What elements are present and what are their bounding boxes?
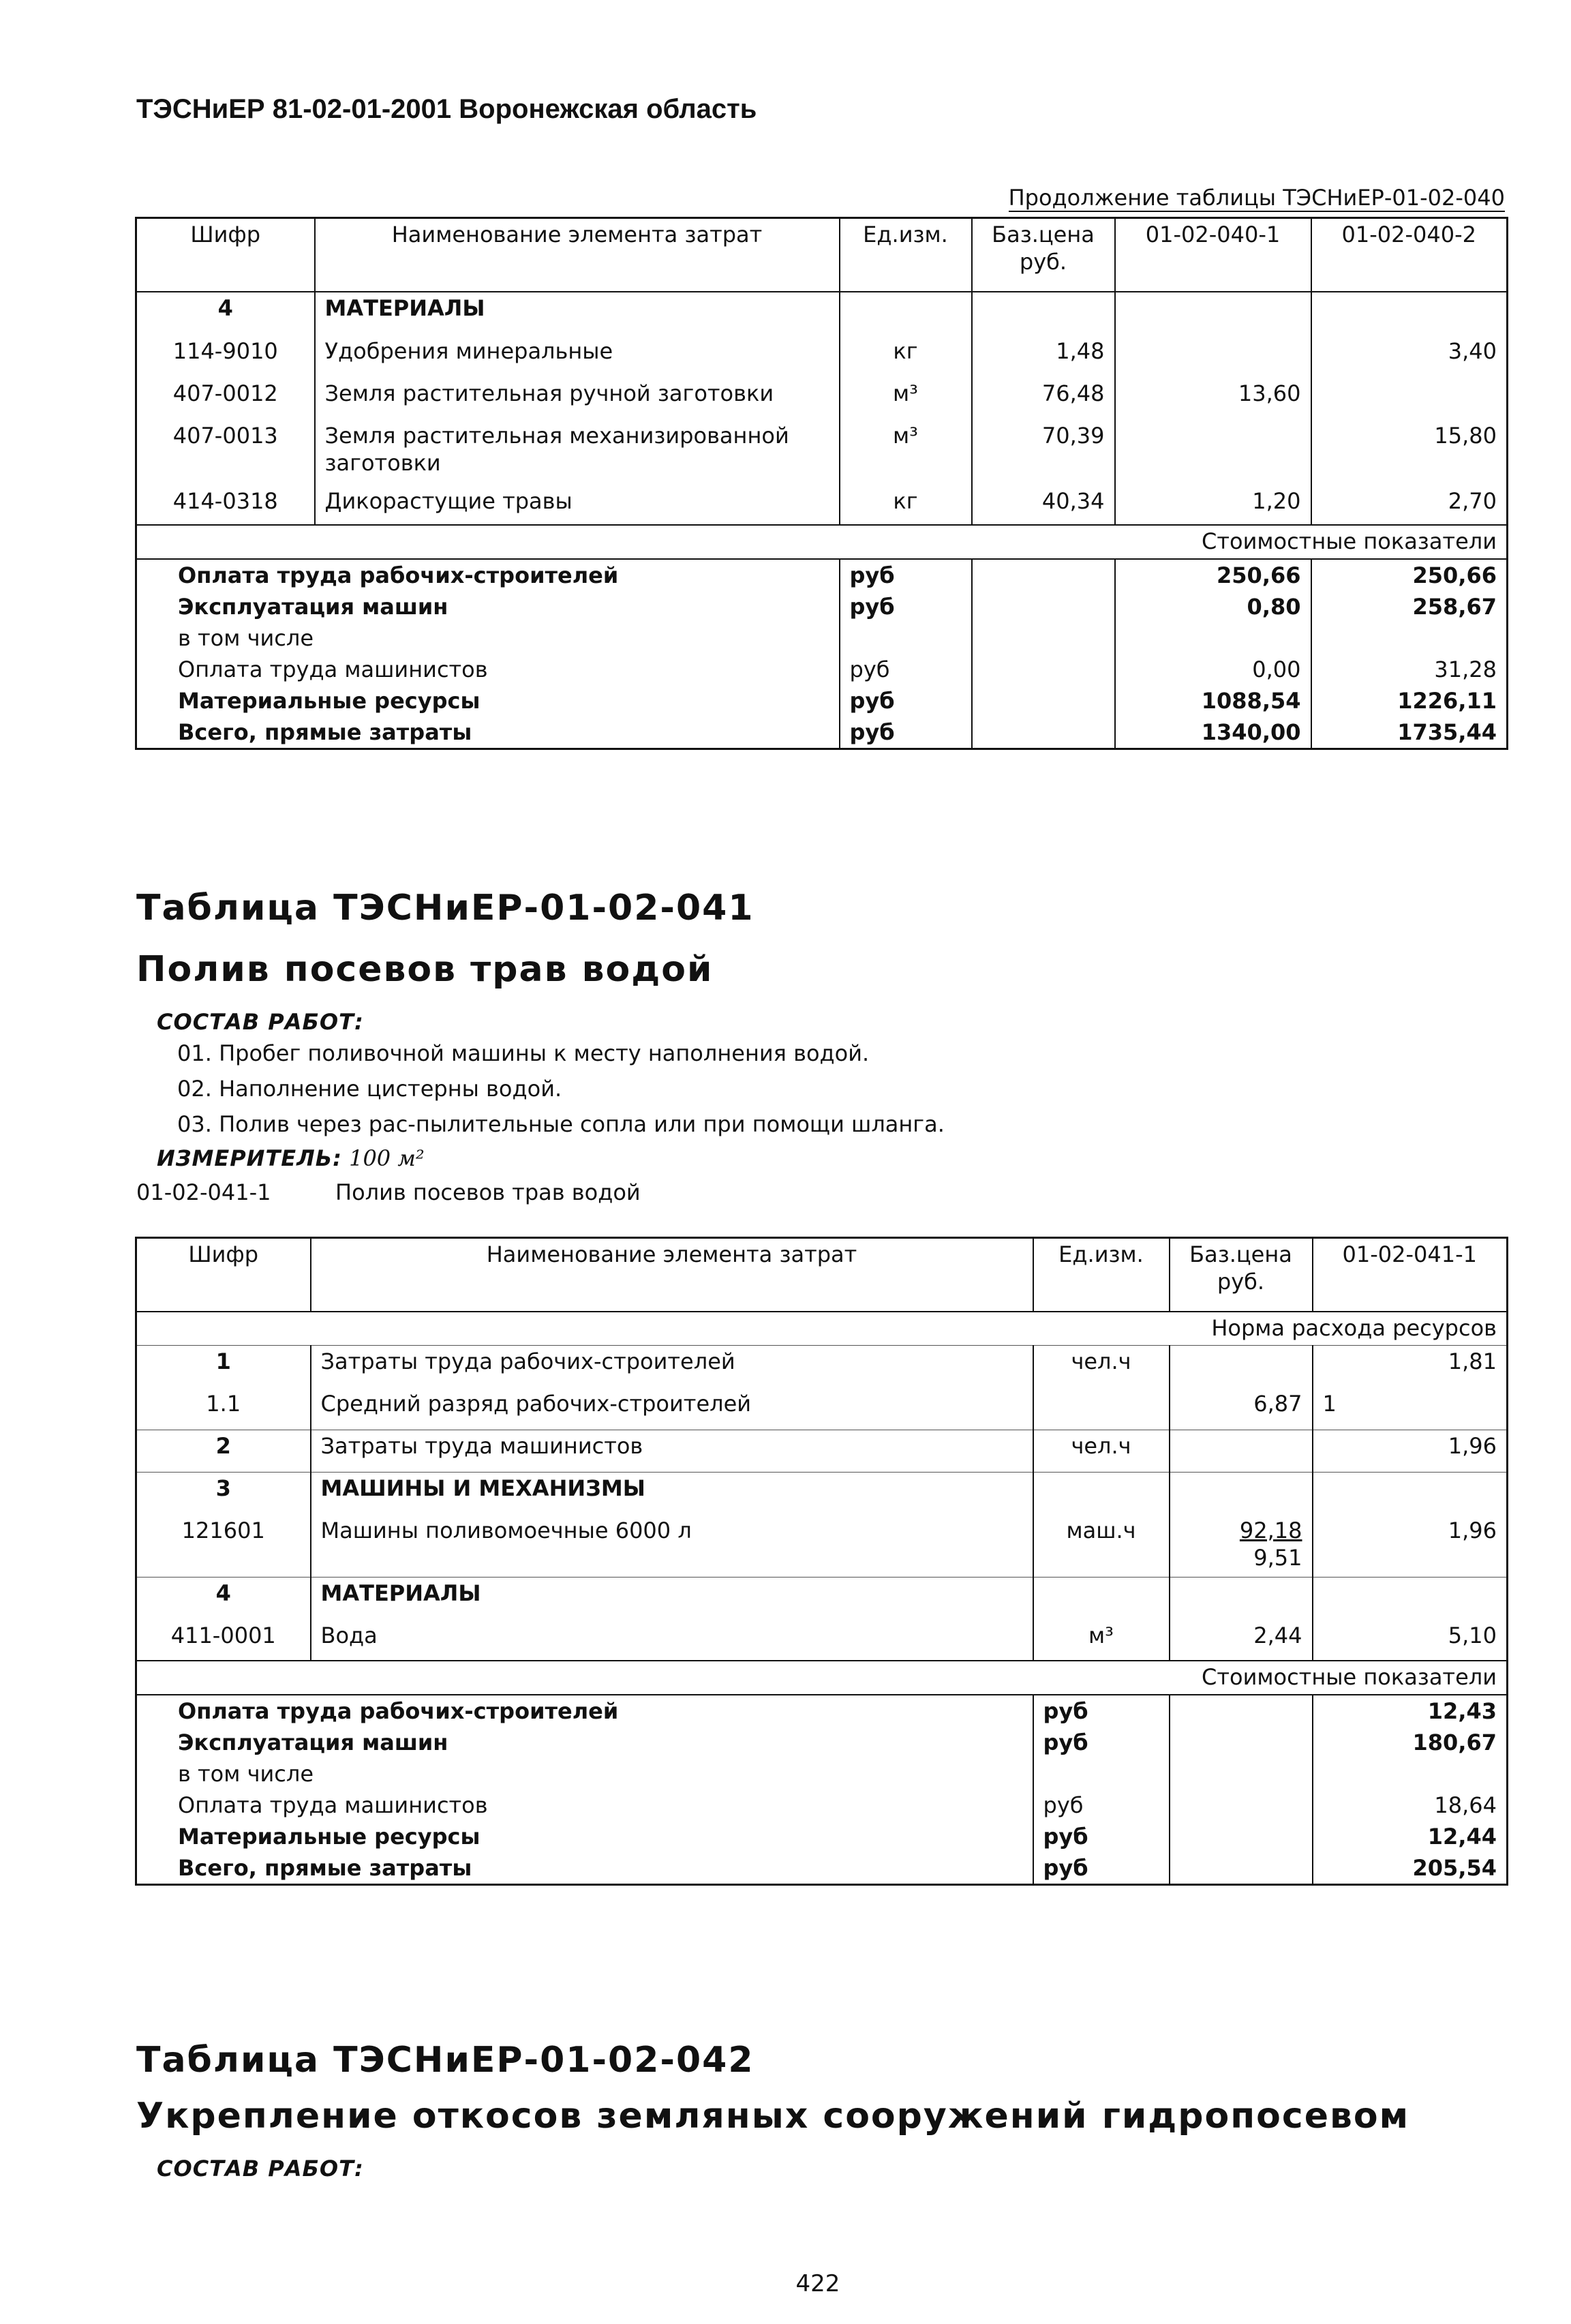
table-01-02-040 — [135, 217, 1508, 750]
table-row: 414-0318 Дикорастущие травы кг 40,34 1,20 2,70 — [136, 485, 1508, 525]
table-title-041: Таблица ТЭСНиЕР-01-02-041 — [136, 888, 754, 929]
col-header-rate-1: 01-02-040-1 — [1115, 218, 1311, 292]
cost-row: Оплата труда машинистов руб 0,00 31,28 — [136, 654, 1508, 685]
section-title: МАШИНЫ И МЕХАНИЗМЫ — [311, 1473, 1033, 1515]
machine-price: 92,18 — [1239, 1517, 1302, 1543]
cost-row: Эксплуатация машин руб 180,67 — [136, 1727, 1508, 1758]
work-item: 03. Полив через рас-пылительные сопла или при помощи шланга. — [177, 1111, 945, 1137]
section-number: 3 — [136, 1473, 311, 1515]
cost-indicators-label: Стоимостные показатели — [136, 525, 1508, 559]
col-header-unit: Ед.изм. — [840, 218, 972, 292]
page-number: 422 — [795, 2270, 840, 2297]
section-title: МАТЕРИАЛЫ — [311, 1578, 1033, 1620]
table-row: 411-0001 Вода м³ 2,44 5,10 — [136, 1620, 1508, 1661]
page-header: ТЭСНиЕР 81-02-01-2001 Воронежская область — [136, 94, 757, 124]
item-name: Полив посевов трав водой — [335, 1179, 641, 1205]
table-subtitle-041: Полив посевов трав водой — [136, 949, 714, 990]
col-header-price: Баз.цена руб. — [972, 218, 1115, 292]
norm-label: Норма расхода ресурсов — [1211, 1314, 1497, 1341]
col-header-name: Наименование элемента затрат — [315, 218, 840, 292]
col-header-price: Баз.цена руб. — [1170, 1238, 1313, 1312]
cost-row: Оплата труда рабочих-строителей руб 12,43 — [136, 1695, 1508, 1727]
cost-row: Оплата труда рабочих-строителей руб 250,66 250,66 — [136, 559, 1508, 591]
work-item: 01. Пробег поливочной машины к месту наполнения водой. — [177, 1040, 870, 1066]
cost-row: Оплата труда машинистов руб 18,64 — [136, 1790, 1508, 1821]
col-header-code: Шифр — [136, 1238, 311, 1312]
table-row: 1.1 Средний разряд рабочих-строителей 6,87 1 — [136, 1388, 1508, 1430]
cost-row: Всего, прямые затраты руб 1340,00 1735,44 — [136, 716, 1508, 749]
cost-row: в том числе — [136, 1758, 1508, 1790]
item-code: 01-02-041-1 — [136, 1179, 271, 1205]
table-row: 407-0013 Земля растительная механизированной заготовки м³ 70,39 15,80 — [136, 420, 1508, 485]
col-header-rate-1: 01-02-041-1 — [1313, 1238, 1508, 1312]
col-header-unit: Ед.изм. — [1033, 1238, 1170, 1312]
table-row: 2 Затраты труда машинистов чел.ч 1,96 — [136, 1430, 1508, 1473]
table-subtitle-042: Укрепление откосов земляных сооружений гидропосевом — [136, 2096, 1410, 2137]
machinist-price: 9,51 — [1253, 1544, 1302, 1571]
work-composition-label: СОСТАВ РАБОТ: — [157, 2156, 364, 2182]
col-header-name: Наименование элемента затрат — [311, 1238, 1033, 1312]
col-header-rate-2: 01-02-040-2 — [1311, 218, 1508, 292]
cost-row: Эксплуатация машин руб 0,80 258,67 — [136, 591, 1508, 622]
section-number: 4 — [136, 1578, 311, 1620]
cost-row: в том числе — [136, 622, 1508, 654]
section-number: 4 — [217, 295, 233, 321]
table-row: 1 Затраты труда рабочих-строителей чел.ч 1,81 — [136, 1346, 1508, 1388]
col-header-code: Шифр — [136, 218, 315, 292]
cost-row: Всего, прямые затраты руб 205,54 — [136, 1852, 1508, 1885]
table-01-02-041 — [135, 1237, 1508, 1886]
table-row: 114-9010 Удобрения минеральные кг 1,48 3,40 — [136, 335, 1508, 378]
work-composition-label: СОСТАВ РАБОТ: — [157, 1009, 364, 1035]
table-row: 407-0012 Земля растительная ручной заготовки м³ 76,48 13,60 — [136, 378, 1508, 420]
table-row: 121601 Машины поливомоечные 6000 л маш.ч 92,18 9,51 1,96 — [136, 1515, 1508, 1578]
cost-row: Материальные ресурсы руб 1088,54 1226,11 — [136, 685, 1508, 716]
work-item: 02. Наполнение цистерны водой. — [177, 1076, 562, 1102]
cost-indicators-label: Стоимостные показатели — [136, 1661, 1508, 1695]
table-continuation-note: Продолжение таблицы ТЭСНиЕР-01-02-040 — [1008, 185, 1505, 211]
table-title-042: Таблица ТЭСНиЕР-01-02-042 — [136, 2040, 754, 2081]
measurement-unit: ИЗМЕРИТЕЛЬ: 100 м² — [157, 1145, 425, 1171]
section-title: МАТЕРИАЛЫ — [315, 292, 840, 335]
cost-row: Материальные ресурсы руб 12,44 — [136, 1821, 1508, 1852]
